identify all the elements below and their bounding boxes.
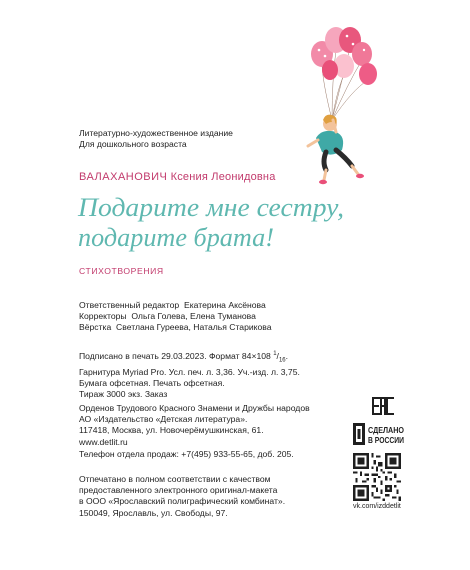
book-title-line2: подарите брата! (78, 223, 274, 252)
credit-line (79, 300, 272, 311)
credit-names: Светлана Гуреева, Наталья Старикова (116, 322, 272, 333)
printer-line: предоставленного электронного оригинал-макета (79, 485, 278, 496)
print-run: Тираж 3000 экз. Заказ (79, 389, 168, 400)
credit-role: Вёрстка (79, 322, 112, 333)
author-name (79, 171, 276, 183)
credit-names: Екатерина Аксёнова (183, 300, 266, 310)
edition-type-line: Для дошкольного возраста (79, 139, 187, 150)
book-title-line1: Подарите мне сестру, (76, 193, 344, 222)
genre-label: СТИХОТВОРЕНИЯ (79, 266, 164, 276)
qr-code-icon[interactable] (353, 453, 401, 501)
printer-line: Отпечатано в полном соответствии с качеством (79, 474, 271, 484)
credit-line (79, 311, 272, 322)
balloons-girl-illustration (292, 20, 392, 190)
author-given-name: Ксения Леонидовна (170, 171, 276, 183)
printer-line: 150049, Ярославль, ул. Свободы, 97. (79, 507, 228, 518)
printer-line: в ООО «Ярославский полиграфический комбинат». (79, 496, 286, 507)
made-in-russia-line2: В РОССИИ (368, 435, 404, 445)
print-info-block (79, 349, 300, 400)
vk-link[interactable]: vk.com/izddetlit (353, 503, 401, 510)
sales-phone: Телефон отдела продаж: +7(495) 933-55-65, доб. 205. (79, 449, 294, 459)
made-in-russia-line1: СДЕЛАНО (368, 425, 405, 435)
girl-icon (308, 115, 364, 185)
print-paper: Бумага офсетная. Печать офсетная. (79, 377, 225, 388)
credit-role: Корректоры (79, 311, 127, 322)
publisher-website: www.detlit.ru (79, 436, 128, 447)
format-fraction-top: 1 (273, 351, 277, 357)
made-in-russia-icon (353, 421, 405, 449)
publisher-line: 117418, Москва, ул. Новочерёмушкинская, 61. (79, 425, 264, 436)
print-signed-line: Подписано в печать 29.03.2023. Формат 84×108 $^1/_{16}$. (79, 350, 289, 364)
print-signed: Подписано в печать 29.03.2023. Формат 84×108 (79, 350, 271, 361)
publisher-line: АО «Издательство «Детская литература». (79, 414, 248, 425)
print-typeface: Гарнитура Myriad Pro. Усл. печ. л. 3,36. Уч.-изд. л. 3,75. (79, 366, 300, 377)
printer-block (79, 474, 285, 519)
author-surname: ВАЛАХАНОВИЧ (79, 171, 168, 183)
credit-role: Ответственный редактор (79, 300, 180, 310)
publisher-block (79, 403, 310, 448)
credits-block (79, 300, 272, 334)
eac-icon (372, 395, 394, 417)
book-title (76, 192, 348, 254)
edition-type (79, 128, 233, 150)
edition-type-line: Литературно-художественное издание (79, 128, 233, 138)
balloons-icon (311, 27, 377, 85)
format-fraction-bottom: 16 (278, 357, 286, 364)
credit-names: Ольга Голева, Елена Туманова (131, 311, 256, 322)
publisher-line: Орденов Трудового Красного Знамени и Дружбы народов (79, 403, 310, 413)
credit-line (79, 322, 272, 333)
